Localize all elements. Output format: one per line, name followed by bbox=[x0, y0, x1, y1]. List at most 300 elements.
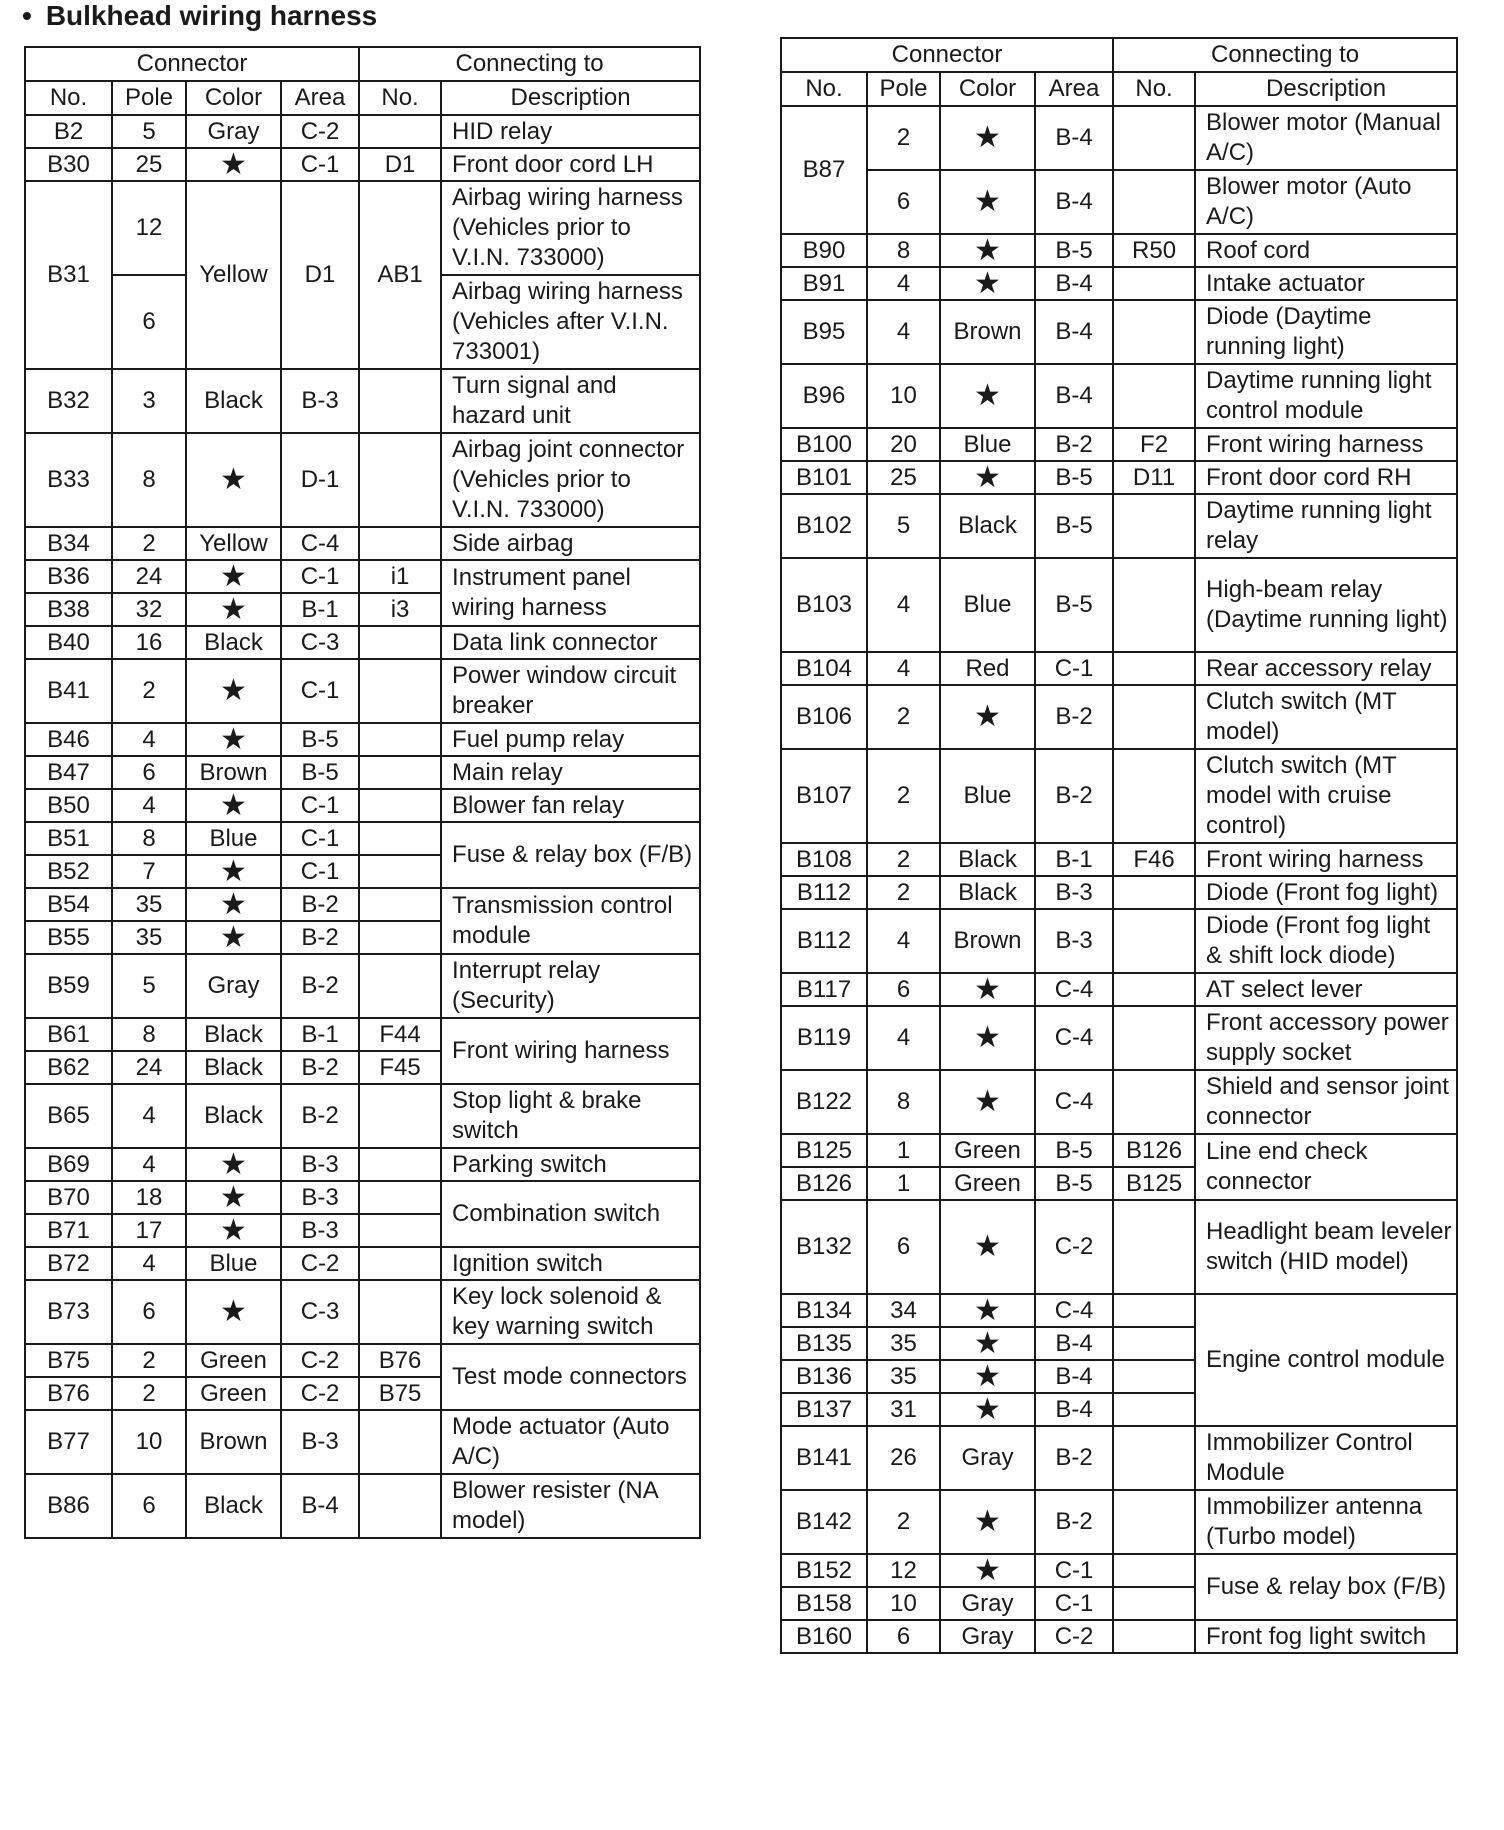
table-cell: 4 bbox=[112, 1148, 186, 1181]
header-group-row bbox=[781, 38, 1457, 72]
table-cell: C-2 bbox=[281, 115, 359, 148]
table-cell: 8 bbox=[112, 1018, 186, 1051]
table-cell: 8 bbox=[112, 433, 186, 527]
table-cell: ★ bbox=[940, 1554, 1035, 1587]
table-cell bbox=[359, 1247, 441, 1280]
header-pole: Pole bbox=[867, 72, 940, 106]
table-cell: ★ bbox=[186, 789, 281, 822]
table-cell: B100 bbox=[781, 428, 867, 461]
description-cell: Front wiring harness bbox=[1195, 843, 1457, 876]
table-cell: 8 bbox=[867, 234, 940, 267]
table-cell: ★ bbox=[186, 888, 281, 921]
header-connecting-to: Connecting to bbox=[1113, 38, 1457, 72]
table-cell: Blue bbox=[940, 558, 1035, 652]
table-row bbox=[781, 843, 1457, 876]
table-cell: B-4 bbox=[1035, 364, 1113, 428]
table-cell: ★ bbox=[186, 659, 281, 723]
table-cell: B-2 bbox=[1035, 685, 1113, 749]
table-cell: B-5 bbox=[1035, 558, 1113, 652]
table-cell: C-1 bbox=[281, 822, 359, 855]
table-row bbox=[25, 433, 700, 527]
header-connector: Connector bbox=[781, 38, 1113, 72]
header-color: Color bbox=[940, 72, 1035, 106]
table-cell: R50 bbox=[1113, 234, 1195, 267]
table-cell: B-2 bbox=[281, 888, 359, 921]
description-cell: Airbag joint connector (Vehicles prior to V.I.N. 733000) bbox=[441, 433, 700, 527]
description-cell: Test mode connectors bbox=[441, 1344, 700, 1410]
table-cell: ★ bbox=[186, 560, 281, 593]
table-cell: B2 bbox=[25, 115, 112, 148]
table-cell: B47 bbox=[25, 756, 112, 789]
table-cell bbox=[1113, 1294, 1195, 1327]
table-cell: B160 bbox=[781, 1620, 867, 1653]
table-cell: ★ bbox=[940, 1070, 1035, 1134]
description-cell: Blower motor (Manual A/C) bbox=[1195, 106, 1457, 170]
table-cell: ★ bbox=[940, 364, 1035, 428]
table-cell: B-4 bbox=[281, 1474, 359, 1538]
table-cell: 10 bbox=[867, 364, 940, 428]
table-cell: B31 bbox=[25, 181, 112, 369]
table-cell: ★ bbox=[940, 1393, 1035, 1426]
table-cell: ★ bbox=[940, 1490, 1035, 1554]
table-cell: B-1 bbox=[281, 593, 359, 626]
table-cell: C-4 bbox=[281, 527, 359, 560]
table-cell: B-5 bbox=[281, 756, 359, 789]
table-cell: 26 bbox=[867, 1426, 940, 1490]
description-cell: Intake actuator bbox=[1195, 267, 1457, 300]
table-cell: 4 bbox=[112, 1247, 186, 1280]
table-cell: 20 bbox=[867, 428, 940, 461]
description-cell: Engine control module bbox=[1195, 1294, 1457, 1426]
table-cell: B54 bbox=[25, 888, 112, 921]
description-cell: Front wiring harness bbox=[1195, 428, 1457, 461]
table-row bbox=[25, 1247, 700, 1280]
table-cell: 4 bbox=[867, 300, 940, 364]
table-cell: 2 bbox=[112, 659, 186, 723]
description-cell: High-beam relay (Daytime running light) bbox=[1195, 558, 1457, 652]
table-row bbox=[25, 954, 700, 1018]
table-cell: B-2 bbox=[1035, 1490, 1113, 1554]
table-cell: Gray bbox=[940, 1426, 1035, 1490]
description-cell: Combination switch bbox=[441, 1181, 700, 1247]
table-cell bbox=[359, 1148, 441, 1181]
table-cell: ★ bbox=[940, 267, 1035, 300]
table-cell: B-3 bbox=[281, 1181, 359, 1214]
table-cell bbox=[1113, 876, 1195, 909]
table-cell: 25 bbox=[112, 148, 186, 181]
table-cell bbox=[1113, 267, 1195, 300]
table-cell: 5 bbox=[112, 954, 186, 1018]
description-cell: Diode (Front fog light & shift lock diode) bbox=[1195, 909, 1457, 973]
table-cell bbox=[1113, 1327, 1195, 1360]
table-cell: 6 bbox=[112, 756, 186, 789]
table-cell: ★ bbox=[186, 1181, 281, 1214]
description-cell: Key lock solenoid & key warning switch bbox=[441, 1280, 700, 1344]
table-cell: B-4 bbox=[1035, 1360, 1113, 1393]
table-cell: C-1 bbox=[281, 560, 359, 593]
table-row bbox=[25, 148, 700, 181]
table-cell: B41 bbox=[25, 659, 112, 723]
table-row bbox=[25, 1344, 700, 1377]
header-area: Area bbox=[281, 81, 359, 115]
table-cell: Black bbox=[186, 626, 281, 659]
table-cell: B135 bbox=[781, 1327, 867, 1360]
table-cell: 4 bbox=[112, 789, 186, 822]
table-row bbox=[25, 659, 700, 723]
table-cell: ★ bbox=[940, 1327, 1035, 1360]
table-cell: ★ bbox=[186, 723, 281, 756]
table-cell: C-4 bbox=[1035, 973, 1113, 1006]
table-cell bbox=[359, 1410, 441, 1474]
table-cell: B107 bbox=[781, 749, 867, 843]
table-cell: C-4 bbox=[1035, 1006, 1113, 1070]
table-cell bbox=[359, 1280, 441, 1344]
right-connector-table bbox=[780, 37, 1458, 1654]
table-cell: ★ bbox=[940, 1006, 1035, 1070]
table-cell: ★ bbox=[186, 1148, 281, 1181]
table-row bbox=[25, 822, 700, 855]
table-row bbox=[781, 1426, 1457, 1490]
table-cell: B119 bbox=[781, 1006, 867, 1070]
table-cell: B87 bbox=[781, 106, 867, 234]
table-cell: F2 bbox=[1113, 428, 1195, 461]
table-cell: D-1 bbox=[281, 433, 359, 527]
table-cell: Black bbox=[940, 494, 1035, 558]
table-cell: B122 bbox=[781, 1070, 867, 1134]
table-cell: 1 bbox=[867, 1167, 940, 1200]
table-cell: 34 bbox=[867, 1294, 940, 1327]
table-cell: 4 bbox=[112, 723, 186, 756]
table-cell: B46 bbox=[25, 723, 112, 756]
header-connector: Connector bbox=[25, 47, 359, 81]
table-cell: 16 bbox=[112, 626, 186, 659]
table-cell bbox=[1113, 652, 1195, 685]
table-cell: B75 bbox=[25, 1344, 112, 1377]
table-cell: 6 bbox=[112, 1280, 186, 1344]
table-row bbox=[781, 973, 1457, 1006]
table-cell: C-2 bbox=[281, 1377, 359, 1410]
table-cell: B136 bbox=[781, 1360, 867, 1393]
table-row bbox=[781, 876, 1457, 909]
description-cell: Mode actuator (Auto A/C) bbox=[441, 1410, 700, 1474]
table-row bbox=[25, 1084, 700, 1148]
description-cell: Fuse & relay box (F/B) bbox=[1195, 1554, 1457, 1620]
table-cell: B-4 bbox=[1035, 300, 1113, 364]
description-cell: Blower motor (Auto A/C) bbox=[1195, 170, 1457, 234]
header-no: No. bbox=[25, 81, 112, 115]
table-cell: 35 bbox=[112, 921, 186, 954]
table-cell: B-2 bbox=[1035, 1426, 1113, 1490]
description-cell: Airbag wiring harness (Vehicles after V.I.N. 733001) bbox=[441, 275, 700, 369]
right-table-body bbox=[781, 106, 1457, 1653]
table-cell: Black bbox=[186, 1474, 281, 1538]
table-row bbox=[25, 1148, 700, 1181]
table-cell: B-5 bbox=[1035, 461, 1113, 494]
table-cell: ★ bbox=[186, 148, 281, 181]
table-cell: ★ bbox=[186, 1280, 281, 1344]
header-no: No. bbox=[781, 72, 867, 106]
table-row bbox=[25, 756, 700, 789]
table-cell: 2 bbox=[867, 843, 940, 876]
table-cell: 4 bbox=[112, 1084, 186, 1148]
table-cell: B112 bbox=[781, 909, 867, 973]
table-cell: i1 bbox=[359, 560, 441, 593]
description-cell: Shield and sensor joint connector bbox=[1195, 1070, 1457, 1134]
table-cell: ★ bbox=[186, 921, 281, 954]
table-cell: F45 bbox=[359, 1051, 441, 1084]
table-cell: B76 bbox=[359, 1344, 441, 1377]
header-group-row bbox=[25, 47, 700, 81]
table-cell: B103 bbox=[781, 558, 867, 652]
table-row bbox=[25, 527, 700, 560]
table-cell: 6 bbox=[112, 275, 186, 369]
table-row bbox=[781, 1134, 1457, 1167]
table-cell: 7 bbox=[112, 855, 186, 888]
table-cell: B106 bbox=[781, 685, 867, 749]
table-cell: C-2 bbox=[281, 1344, 359, 1377]
table-cell bbox=[1113, 1200, 1195, 1294]
table-cell: B134 bbox=[781, 1294, 867, 1327]
table-cell: 4 bbox=[867, 909, 940, 973]
header-color: Color bbox=[186, 81, 281, 115]
table-cell: 2 bbox=[867, 685, 940, 749]
table-cell: B132 bbox=[781, 1200, 867, 1294]
table-cell bbox=[359, 1181, 441, 1214]
description-cell: Immobilizer antenna (Turbo model) bbox=[1195, 1490, 1457, 1554]
table-cell bbox=[1113, 1426, 1195, 1490]
table-row bbox=[781, 300, 1457, 364]
table-cell bbox=[359, 822, 441, 855]
table-cell: B126 bbox=[781, 1167, 867, 1200]
table-cell: 10 bbox=[112, 1410, 186, 1474]
header-description: Description bbox=[1195, 72, 1457, 106]
description-cell: Diode (Daytime running light) bbox=[1195, 300, 1457, 364]
description-cell: Clutch switch (MT model) bbox=[1195, 685, 1457, 749]
description-cell: Front door cord RH bbox=[1195, 461, 1457, 494]
table-cell: 8 bbox=[112, 822, 186, 855]
table-cell: B-4 bbox=[1035, 1393, 1113, 1426]
table-cell: 35 bbox=[867, 1360, 940, 1393]
table-cell bbox=[1113, 364, 1195, 428]
table-row bbox=[781, 1006, 1457, 1070]
table-cell: ★ bbox=[186, 1214, 281, 1247]
table-cell: F46 bbox=[1113, 843, 1195, 876]
table-cell: 8 bbox=[867, 1070, 940, 1134]
table-cell: B73 bbox=[25, 1280, 112, 1344]
table-cell: Black bbox=[186, 1051, 281, 1084]
table-cell: B-5 bbox=[1035, 1167, 1113, 1200]
description-cell: Rear accessory relay bbox=[1195, 652, 1457, 685]
table-cell: B75 bbox=[359, 1377, 441, 1410]
table-cell: Brown bbox=[940, 300, 1035, 364]
table-cell bbox=[1113, 1393, 1195, 1426]
table-cell: 6 bbox=[867, 1200, 940, 1294]
table-row bbox=[25, 1018, 700, 1051]
table-cell: 5 bbox=[112, 115, 186, 148]
table-cell: 4 bbox=[867, 652, 940, 685]
description-cell: Data link connector bbox=[441, 626, 700, 659]
table-cell: Gray bbox=[186, 115, 281, 148]
table-cell: ★ bbox=[940, 1200, 1035, 1294]
table-cell: B-4 bbox=[1035, 106, 1113, 170]
description-cell: Front wiring harness bbox=[441, 1018, 700, 1084]
table-cell: B30 bbox=[25, 148, 112, 181]
description-cell: Daytime running light relay bbox=[1195, 494, 1457, 558]
bullet-icon: • bbox=[22, 0, 32, 31]
table-cell: D1 bbox=[359, 148, 441, 181]
table-cell: ★ bbox=[940, 106, 1035, 170]
table-cell bbox=[359, 626, 441, 659]
table-cell: B-5 bbox=[1035, 1134, 1113, 1167]
table-row bbox=[781, 558, 1457, 652]
header-column-row bbox=[781, 72, 1457, 106]
table-cell: B50 bbox=[25, 789, 112, 822]
table-row bbox=[781, 1294, 1457, 1327]
table-cell bbox=[359, 723, 441, 756]
description-cell: Front accessory power supply socket bbox=[1195, 1006, 1457, 1070]
table-row bbox=[781, 494, 1457, 558]
table-row bbox=[781, 234, 1457, 267]
table-cell: Gray bbox=[940, 1620, 1035, 1653]
table-cell bbox=[1113, 909, 1195, 973]
description-cell: Main relay bbox=[441, 756, 700, 789]
table-row bbox=[781, 106, 1457, 170]
table-cell: B-2 bbox=[281, 1051, 359, 1084]
table-cell: B152 bbox=[781, 1554, 867, 1587]
table-cell: Green bbox=[940, 1134, 1035, 1167]
description-cell: Interrupt relay (Security) bbox=[441, 954, 700, 1018]
table-cell: B34 bbox=[25, 527, 112, 560]
table-cell: B-5 bbox=[1035, 494, 1113, 558]
table-cell: Black bbox=[940, 876, 1035, 909]
table-cell: 2 bbox=[112, 1344, 186, 1377]
table-cell: ★ bbox=[940, 1294, 1035, 1327]
header-column-row bbox=[25, 81, 700, 115]
table-cell: B101 bbox=[781, 461, 867, 494]
table-cell: B38 bbox=[25, 593, 112, 626]
table-row bbox=[781, 652, 1457, 685]
table-cell: B108 bbox=[781, 843, 867, 876]
table-cell: D11 bbox=[1113, 461, 1195, 494]
table-cell: B36 bbox=[25, 560, 112, 593]
table-cell: 1 bbox=[867, 1134, 940, 1167]
description-cell: Daytime running light control module bbox=[1195, 364, 1457, 428]
table-cell: B-2 bbox=[1035, 749, 1113, 843]
table-cell: B51 bbox=[25, 822, 112, 855]
table-cell bbox=[359, 659, 441, 723]
table-cell: B62 bbox=[25, 1051, 112, 1084]
table-cell: B-4 bbox=[1035, 267, 1113, 300]
table-cell: Black bbox=[186, 1084, 281, 1148]
table-cell: 12 bbox=[112, 181, 186, 275]
table-cell: B112 bbox=[781, 876, 867, 909]
table-cell: C-2 bbox=[281, 1247, 359, 1280]
table-cell: 2 bbox=[112, 527, 186, 560]
table-cell: B141 bbox=[781, 1426, 867, 1490]
table-row bbox=[25, 115, 700, 148]
table-cell: ★ bbox=[940, 685, 1035, 749]
table-cell: 5 bbox=[867, 494, 940, 558]
table-cell: Brown bbox=[186, 1410, 281, 1474]
table-cell: B76 bbox=[25, 1377, 112, 1410]
table-cell: Green bbox=[186, 1377, 281, 1410]
table-cell: B-5 bbox=[1035, 234, 1113, 267]
table-row bbox=[781, 909, 1457, 973]
table-cell: C-3 bbox=[281, 626, 359, 659]
table-cell: C-1 bbox=[1035, 1554, 1113, 1587]
table-cell: Green bbox=[186, 1344, 281, 1377]
table-cell bbox=[1113, 1006, 1195, 1070]
table-cell: 2 bbox=[867, 876, 940, 909]
table-cell bbox=[1113, 1554, 1195, 1587]
table-cell: B59 bbox=[25, 954, 112, 1018]
table-row bbox=[25, 723, 700, 756]
table-cell: F44 bbox=[359, 1018, 441, 1051]
table-cell: B72 bbox=[25, 1247, 112, 1280]
table-cell bbox=[359, 855, 441, 888]
description-cell: Airbag wiring harness (Vehicles prior to V.I.N. 733000) bbox=[441, 181, 700, 275]
table-cell: B137 bbox=[781, 1393, 867, 1426]
table-cell: C-2 bbox=[1035, 1620, 1113, 1653]
table-cell: B-1 bbox=[281, 1018, 359, 1051]
table-cell bbox=[359, 369, 441, 433]
table-cell: B-3 bbox=[281, 1148, 359, 1181]
table-cell: B102 bbox=[781, 494, 867, 558]
table-cell: 4 bbox=[867, 558, 940, 652]
description-cell: Clutch switch (MT model with cruise control) bbox=[1195, 749, 1457, 843]
table-cell: Blue bbox=[186, 1247, 281, 1280]
table-cell: 35 bbox=[867, 1327, 940, 1360]
table-cell: B158 bbox=[781, 1587, 867, 1620]
table-cell: B125 bbox=[781, 1134, 867, 1167]
table-cell: B-3 bbox=[1035, 876, 1113, 909]
table-row bbox=[781, 1200, 1457, 1294]
description-cell: Fuse & relay box (F/B) bbox=[441, 822, 700, 888]
table-cell bbox=[1113, 685, 1195, 749]
table-cell: 31 bbox=[867, 1393, 940, 1426]
table-cell bbox=[359, 1084, 441, 1148]
description-cell: Turn signal and hazard unit bbox=[441, 369, 700, 433]
table-cell: B-3 bbox=[281, 1214, 359, 1247]
table-cell: 6 bbox=[867, 1620, 940, 1653]
table-cell bbox=[1113, 558, 1195, 652]
table-cell: 12 bbox=[867, 1554, 940, 1587]
table-row bbox=[781, 170, 1457, 234]
table-cell bbox=[359, 888, 441, 921]
table-cell: B52 bbox=[25, 855, 112, 888]
table-cell: Brown bbox=[186, 756, 281, 789]
table-cell: 6 bbox=[867, 170, 940, 234]
table-cell bbox=[1113, 1360, 1195, 1393]
table-cell: Red bbox=[940, 652, 1035, 685]
table-cell: B-4 bbox=[1035, 1327, 1113, 1360]
table-cell: Green bbox=[940, 1167, 1035, 1200]
table-cell: 4 bbox=[867, 1006, 940, 1070]
header-area: Area bbox=[1035, 72, 1113, 106]
description-cell: Stop light & brake switch bbox=[441, 1084, 700, 1148]
header-connecting-to: Connecting to bbox=[359, 47, 700, 81]
table-cell: B126 bbox=[1113, 1134, 1195, 1167]
table-cell: B71 bbox=[25, 1214, 112, 1247]
table-cell: B-2 bbox=[281, 1084, 359, 1148]
table-cell bbox=[1113, 494, 1195, 558]
table-cell: ★ bbox=[186, 433, 281, 527]
table-row bbox=[781, 461, 1457, 494]
table-row bbox=[25, 560, 700, 593]
table-cell: 6 bbox=[112, 1474, 186, 1538]
table-cell: Black bbox=[940, 843, 1035, 876]
table-cell: B69 bbox=[25, 1148, 112, 1181]
